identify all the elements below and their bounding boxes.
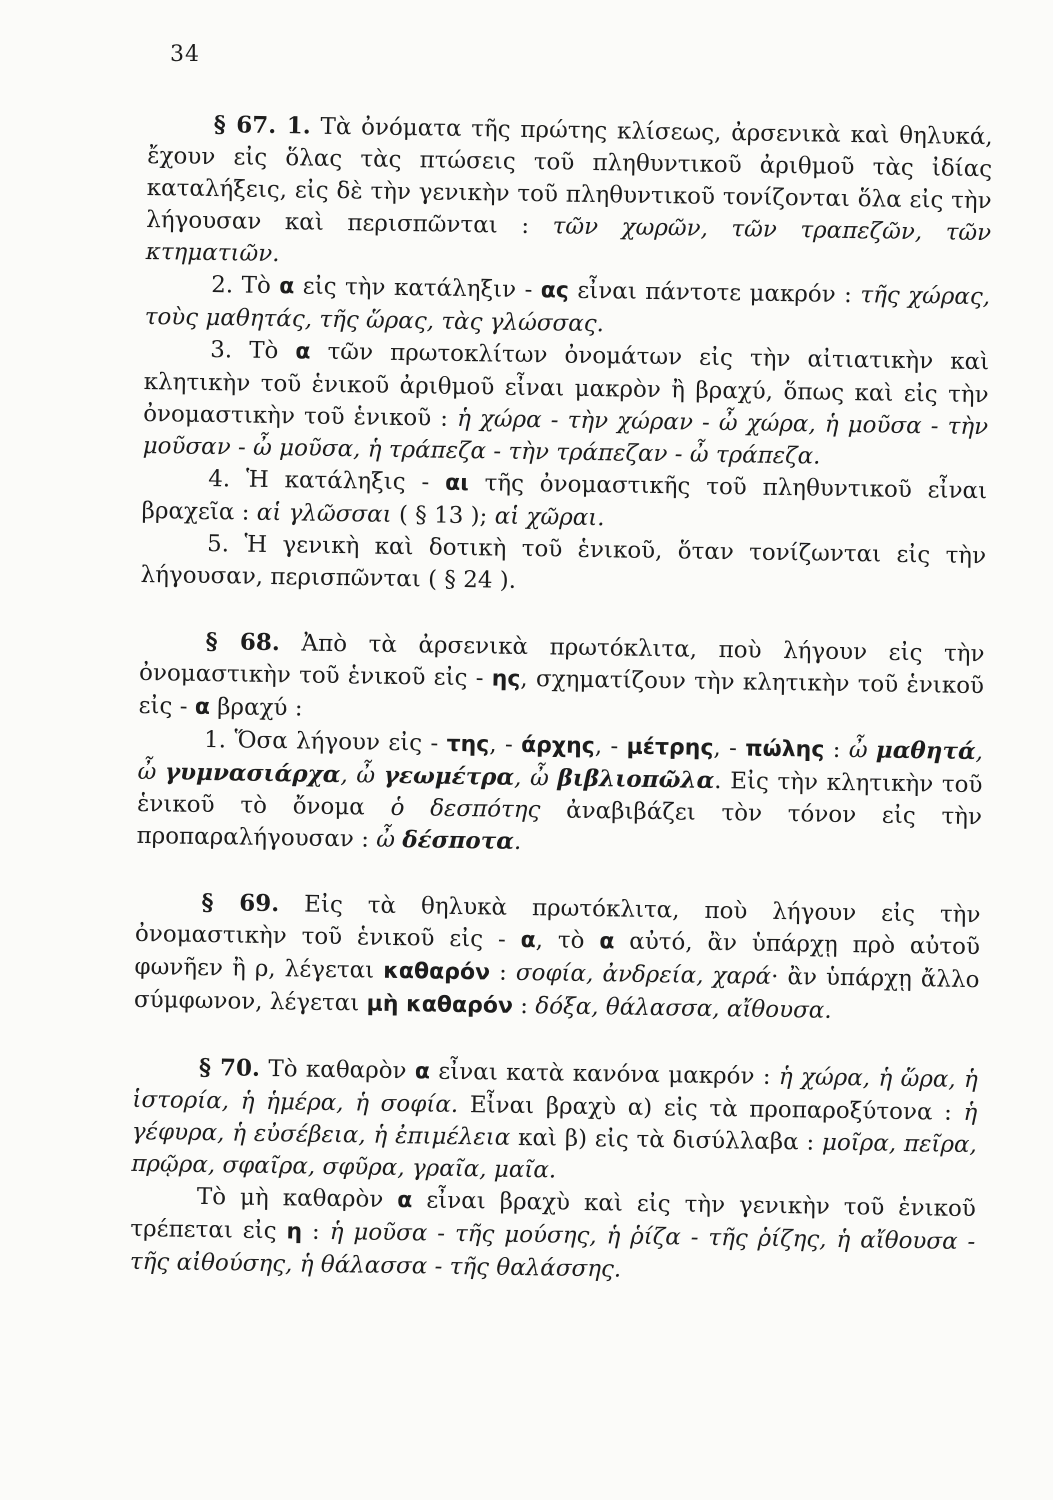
text-run: Τὸ μὴ καθαρὸν <box>196 1183 398 1214</box>
text-run: μὴ καθαρόν <box>366 991 514 1019</box>
paragraph-s70-b <box>130 1180 976 1291</box>
text-run: ἡ γέφυρα, ἡ εὐσέβεια, ἡ ἐπιμέλεια <box>131 1099 978 1151</box>
text-run: α <box>295 339 311 365</box>
text-run: ἀναβιβάζει τὸν τόνον εἰς τὴν προπαραλήγουσαν : <box>136 797 983 853</box>
text-run: μοῖρα, πεῖρα, πρῷρα, σφαῖρα, σφῦρα, γραῖα, μαῖα. <box>131 1129 978 1184</box>
text-run: ( § 13 ); <box>391 501 495 530</box>
text-run: 3. Τὸ <box>210 337 296 365</box>
text-run: 5. Ἡ γενικὴ καὶ δοτικὴ τοῦ ἑνικοῦ, ὅταν τονίζωνται εἰς τὴν λήγουσαν, περισπῶνται ( § 24 ). <box>140 530 987 594</box>
text-run: Εἰς τὰ θηλυκὰ πρωτόκλιτα, ποὺ λήγουν εἰς τὴν ὀνομαστικὴν τοῦ ἑνικοῦ εἰς - <box>134 891 981 953</box>
text-run: αι <box>444 470 469 497</box>
text-run: βραχύ : <box>209 694 303 722</box>
text-run: , - <box>489 731 522 758</box>
text-run: γυμνασιάρχα <box>164 758 341 789</box>
text-run: , ὦ <box>340 762 385 789</box>
text-run: α <box>279 274 295 300</box>
text-run: ὦ <box>848 737 877 764</box>
page-number: 34 <box>170 42 200 67</box>
text-run: γεωμέτρα <box>383 761 515 791</box>
text-run: 1. Ὅσα λήγουν εἰς - <box>203 726 447 757</box>
text-run: αὐτό, ἂν ὑπάρχῃ πρὸ αὐτοῦ φωνῆεν ἢ ρ, λέγεται <box>134 928 981 984</box>
text-run: μέτρης <box>626 734 714 761</box>
text-run: Ἀπὸ τὰ ἀρσενικὰ πρωτόκλιτα, ποὺ λήγουν εἰς τὴν ὀνομαστικὴν τοῦ ἑνικοῦ εἰς - <box>138 630 985 692</box>
text-run: σοφία, ἀνδρεία, χαρά <box>515 959 772 990</box>
text-run: εἶναι βραχὺ καὶ εἰς τὴν γενικὴν τοῦ ἑνικοῦ τρέπεται εἰς <box>130 1187 976 1245</box>
text-run: : <box>824 736 850 764</box>
text-run: ἡ χώρα - τὴν χώραν - ὦ χώρα, ἡ μοῦσα - τὴν μοῦσαν - ὦ μοῦσα, ἡ τράπεζα - τὴν τράπεζαν - ὦ τράπεζα. <box>142 405 989 470</box>
text-run: , τὸ <box>535 927 600 955</box>
text-run: , σχηματίζουν τὴν κλητικὴν τοῦ ἑνικοῦ εἰς - <box>138 665 985 720</box>
section-number: § 67. 1. <box>213 111 311 140</box>
text-run: Τὰ ὀνόματα τῆς πρώτης κλίσεως, ἀρσενικὰ καὶ θηλυκά, ἔχουν εἰς ὅλας τὰς πτώσεις τοῦ πληθυντικοῦ ἀριθμοῦ τὰς ἰδίας καταλήξεις, εἰς δὲ τὴν γενικὴν τοῦ πληθυντικοῦ τονίζονται ὅλα εἰς τὴν λήγουσαν καὶ περισπῶνται : <box>146 113 993 240</box>
text-run: ὦ <box>376 826 403 854</box>
paragraph-s70 <box>131 1051 978 1193</box>
text-run: : <box>301 1218 330 1245</box>
text-run: 4. Ἡ κατάληξις - <box>207 465 446 496</box>
body-text <box>130 108 993 1291</box>
text-run: εἰς τὴν κατάληξιν - <box>294 273 541 304</box>
text-run: , - <box>713 734 746 762</box>
text-run: δόξα, θάλασσα, αἴθουσα. <box>535 993 832 1024</box>
text-run: καὶ β) εἰς τὰ δισύλλαβα : <box>510 1124 823 1156</box>
text-run: τῆς χώρας, τοὺς μαθητάς, τῆς ὥρας, τὰς γλώσσας. <box>144 282 991 338</box>
text-run: βιβλιοπῶλα <box>557 764 715 794</box>
text-run: τῶν πρωτοκλίτων ὀνομάτων εἰς τὴν αἰτιατικὴν καὶ κλητικὴν τοῦ ἑνικοῦ ἀριθμοῦ εἶναι μακρὸν ἢ βραχύ, ὅπως καὶ εἰς τὴν ὀνομαστικὴν τοῦ ἑνικοῦ : <box>142 338 990 432</box>
text-run: ἡ μοῦσα - τῆς μούσης, ἡ ῥίζα - τῆς ῥίζης, ἡ αἴθουσα - τῆς αἰθούσης, ἡ θάλασσα - τῆς θαλάσσης. <box>129 1218 976 1283</box>
text-run: α <box>599 929 615 955</box>
text-run: , ὦ <box>137 739 984 786</box>
paragraph-s68-1 <box>136 723 983 865</box>
text-run: αἱ γλῶσσαι <box>256 499 392 528</box>
text-run: εἶναι κατὰ κανόνα μακρόν : <box>429 1058 780 1091</box>
section-number: § 69. <box>201 888 280 918</box>
paragraph-s68 <box>138 625 984 736</box>
text-run: Τὸ καθαρὸν <box>259 1055 416 1085</box>
paragraph-s67-5 <box>140 527 986 604</box>
text-run: . Εἰς τὴν κλητικὴν τοῦ ἑνικοῦ τὸ ὄνομα <box>136 767 983 821</box>
text-run: τῆς ὀνομαστικῆς τοῦ πληθυντικοῦ εἶναι βραχεῖα : <box>141 470 988 526</box>
text-run: : <box>489 959 517 986</box>
text-run: δέσποτα <box>402 826 515 855</box>
text-run: ης <box>491 666 521 692</box>
section-number: § 68. <box>205 627 281 657</box>
paragraph-s67-3 <box>142 333 989 475</box>
paragraph-s69 <box>134 886 981 1030</box>
text-run: · ἂν ὑπάρχῃ ἄλλο σύμφωνον, λέγεται <box>133 963 980 1017</box>
text-run: α <box>520 927 536 954</box>
text-run: α <box>194 694 211 721</box>
text-run: . <box>513 828 522 855</box>
paragraph-s67-1 <box>145 108 992 281</box>
text-run: η <box>286 1219 303 1245</box>
text-run: : <box>512 992 536 1020</box>
text-run: άρχης <box>520 732 596 760</box>
text-run: α <box>397 1188 413 1214</box>
text-run: τῶν χωρῶν, τῶν τραπεζῶν, τῶν κτηματιῶν. <box>145 213 992 268</box>
text-run: της <box>446 731 490 758</box>
text-run: ας <box>540 278 570 304</box>
text-run: εἶναι πάντοτε μακρόν : <box>568 277 861 309</box>
text-run: α <box>414 1059 431 1085</box>
text-run: , - <box>594 733 627 760</box>
text-run: ἡ χώρα, ἡ ὥρα, ἡ ἱστορία, ἡ ἡμέρα, ἡ σοφία. <box>132 1064 979 1118</box>
text-run: 2. Τὸ <box>211 272 280 300</box>
section-number: § 70. <box>198 1053 261 1082</box>
text-run: ὁ δεσπότης <box>390 794 541 824</box>
text-run: Εἶναι βραχὺ α) εἰς τὰ προπαροξύτονα : <box>457 1091 964 1126</box>
text-run: , ὦ <box>513 764 558 792</box>
text-run: αἱ χῶραι. <box>494 503 605 532</box>
text-run: πώλης <box>745 736 825 763</box>
text-run: μαθητά <box>875 736 976 766</box>
text-run: καθαρόν <box>383 958 491 986</box>
